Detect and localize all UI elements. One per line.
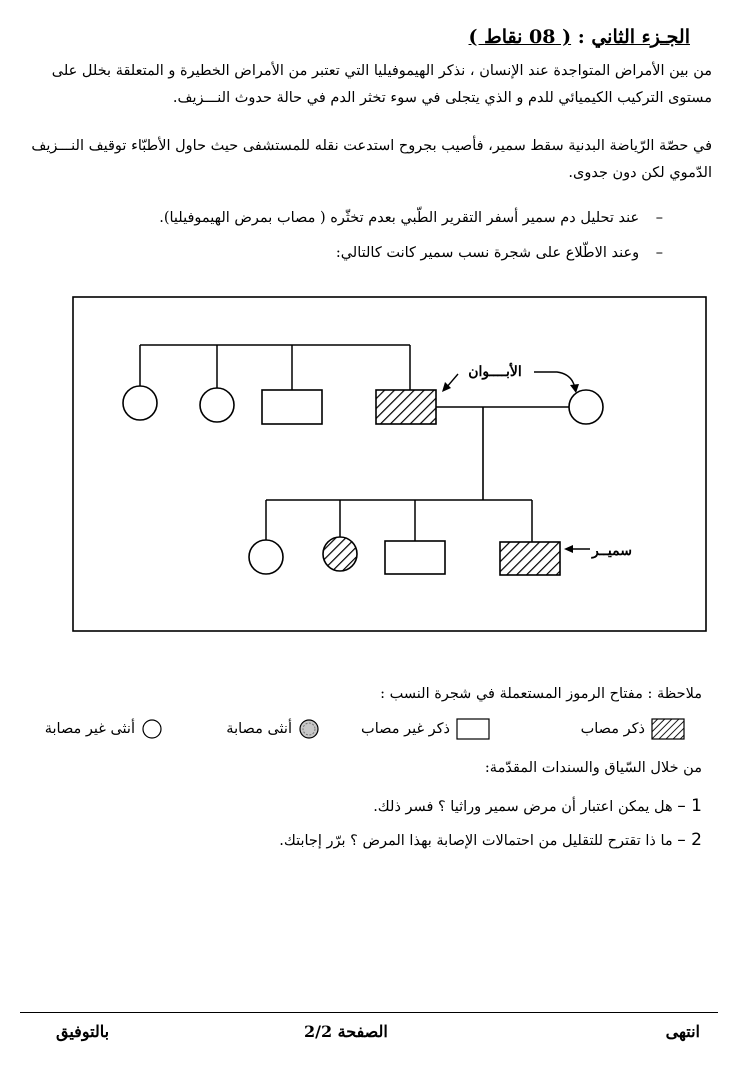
female-unaffected-symbol (200, 388, 234, 422)
male-unaffected-symbol (262, 390, 322, 424)
intro-paragraph-2: في حصّة الرّياضة البدنية سقط سمير، فأصيب بجروح استدعت نقله للمستشفى حيث حاول الأطبّاء توقيف النـــزيف الدّموي لكن دون جدوى. (31, 138, 712, 181)
legend-female-affected-label: أنثى مصابة (226, 721, 292, 737)
legend-male-unaffected (361, 718, 490, 740)
question-2-number: 2 – (677, 830, 702, 850)
section-points: ( 08 نقاط ) (468, 26, 572, 48)
male-affected-symbol (500, 542, 560, 575)
footer-page-number: الصفحة 2/2 (304, 1022, 388, 1041)
female-unaffected-symbol (569, 390, 603, 424)
male-unaffected-symbol (385, 541, 445, 574)
question-2 (279, 830, 702, 850)
section-title-text: الجـزء الثاني (591, 26, 690, 48)
legend-male-unaffected-label: ذكر غير مصاب (361, 721, 450, 737)
female-unaffected-legend-icon (141, 718, 163, 740)
male-unaffected-legend-icon (456, 718, 490, 740)
legend-note: ملاحظة : مفتاح الرموز المستعملة في شجرة النسب : (380, 686, 702, 702)
pedigree-diagram (72, 296, 707, 632)
samir-label: سميــر (592, 543, 632, 559)
footer-divider (20, 1012, 718, 1013)
question-1 (373, 796, 702, 816)
bullet-item-1 (159, 210, 663, 226)
footer-good-luck: بالتوفيق (56, 1022, 110, 1041)
section-title-colon: : (577, 26, 585, 48)
legend-male-affected (581, 718, 685, 740)
female-unaffected-symbol (249, 540, 283, 574)
legend-male-affected-label: ذكر مصاب (580, 721, 645, 737)
legend-female-unaffected-label: أنثى غير مصابة (44, 721, 135, 737)
intro-paragraph-1: من بين الأمراض المتواجدة عند الإنسان ، نذكر الهيموفيليا التي تعتبر من الأمراض الخطيرة و المتعلقة بخلل على مستوى التركيب الكيميائي للدم و الذي يتجلى في سوء تخثر الدم في حالة حدوث النـــزيف. (51, 63, 712, 106)
bullet-text-2: وعند الاطّلاع على شجرة نسب سمير كانت كالتالي: (335, 245, 640, 261)
legend-row (0, 716, 738, 746)
male-affected-legend-icon (651, 718, 685, 740)
legend-female-affected (226, 718, 320, 740)
questions-intro: من خلال السّياق والسندات المقدّمة: (484, 760, 702, 776)
question-1-text: هل يمكن اعتبار أن مرض سمير وراثيا ؟ فسر ذلك. (373, 799, 673, 815)
question-1-number: 1 – (677, 796, 702, 816)
pedigree-frame (73, 297, 706, 631)
bullet-dash: – (655, 245, 663, 261)
samir-arrow-head-icon (564, 545, 573, 553)
section-title (469, 26, 690, 48)
question-2-text: ما ذا تقترح للتقليل من احتمالات الإصابة بهذا المرض ؟ برّر إجابتك. (279, 833, 673, 849)
female-affected-symbol (323, 537, 357, 571)
female-unaffected-symbol (123, 386, 157, 420)
parents-arrow-right-icon (534, 372, 575, 388)
bullet-text-1: عند تحليل دم سمير أسفر التقرير الطّبي بعدم تخثّره ( مصاب بمرض الهيموفيليا). (159, 210, 640, 226)
bullet-dash: – (655, 210, 663, 226)
legend-female-unaffected (45, 718, 163, 740)
footer-end: انتهى (665, 1022, 700, 1041)
female-affected-legend-icon (298, 718, 320, 740)
parents-label: الأبــــوان (468, 364, 522, 380)
male-affected-symbol (376, 390, 436, 424)
bullet-item-2 (336, 245, 663, 261)
